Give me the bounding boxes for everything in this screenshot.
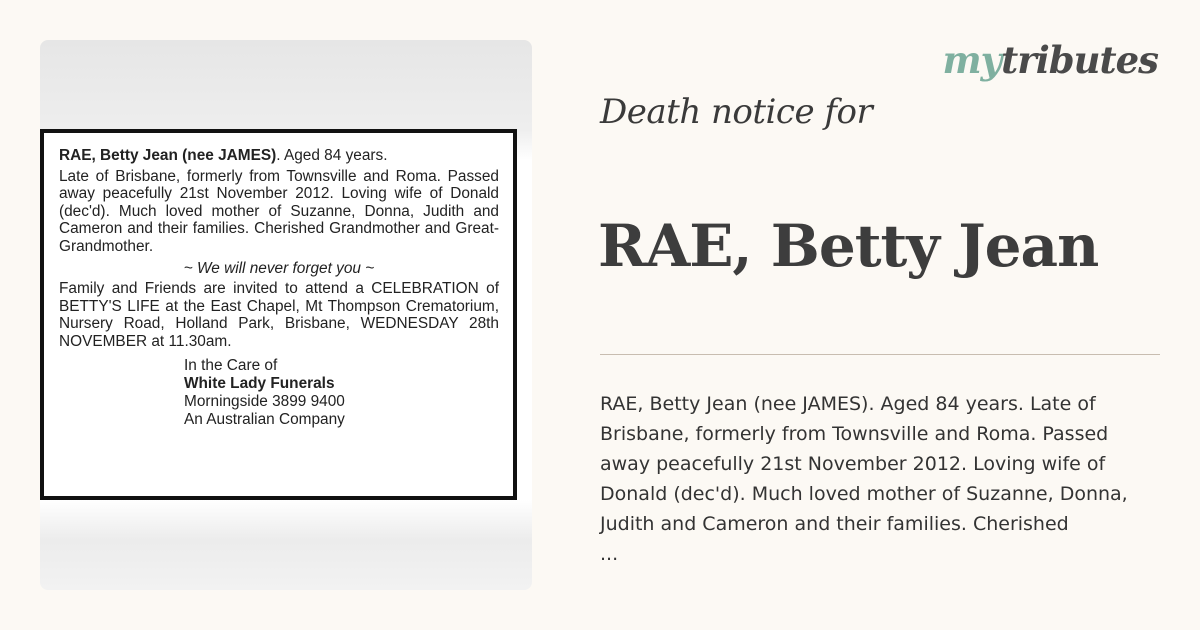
newspaper-clipping-image — [40, 40, 532, 590]
notice-age: . Aged 84 years. — [276, 147, 388, 164]
divider — [600, 354, 1160, 355]
death-notice-box — [40, 129, 517, 500]
funeral-home-phone: Morningside 3899 9400 — [184, 392, 345, 410]
notice-body: Late of Brisbane, formerly from Townsville and Roma. Passed away peacefully 21st November 2012. Loving wife of Donald (dec'd). Much loved mother of Suzanne, Donna, Judith and Cameron and their families. Cherished Grandmother and Great-Grandmother. — [59, 167, 499, 255]
notice-header — [59, 147, 499, 165]
deceased-name-title: RAE, Betty Jean — [598, 212, 1099, 280]
notice-care-block — [59, 357, 499, 429]
mytributes-logo[interactable] — [942, 38, 1158, 82]
funeral-home-name: White Lady Funerals — [184, 374, 335, 392]
logo-my: my — [942, 38, 1002, 82]
notice-service: Family and Friends are invited to attend a CELEBRATION of BETTY'S LIFE at the East Chapel, Mt Thompson Crematorium, Nursery Road, Holland Park, Brisbane, WEDNESDAY 28th NOVEMBER at 11.30am. — [59, 280, 499, 350]
notice-name: RAE, Betty Jean (nee JAMES) — [59, 147, 277, 164]
funeral-home-company: An Australian Company — [184, 410, 345, 428]
care-line: In the Care of — [184, 356, 278, 374]
notice-excerpt: RAE, Betty Jean (nee JAMES). Aged 84 years. Late of Brisbane, formerly from Townsville and Roma. Passed away peacefully 21st November 2012. Loving wife of Donald (dec'd). Much loved mother of Suzanne, Donna, Judith and Cameron and their families. Cherished ... — [600, 393, 1128, 565]
logo-tributes: tributes — [1001, 38, 1158, 82]
notice-type-label: Death notice for — [600, 92, 873, 132]
notice-motto: ~ We will never forget you ~ — [183, 259, 375, 277]
